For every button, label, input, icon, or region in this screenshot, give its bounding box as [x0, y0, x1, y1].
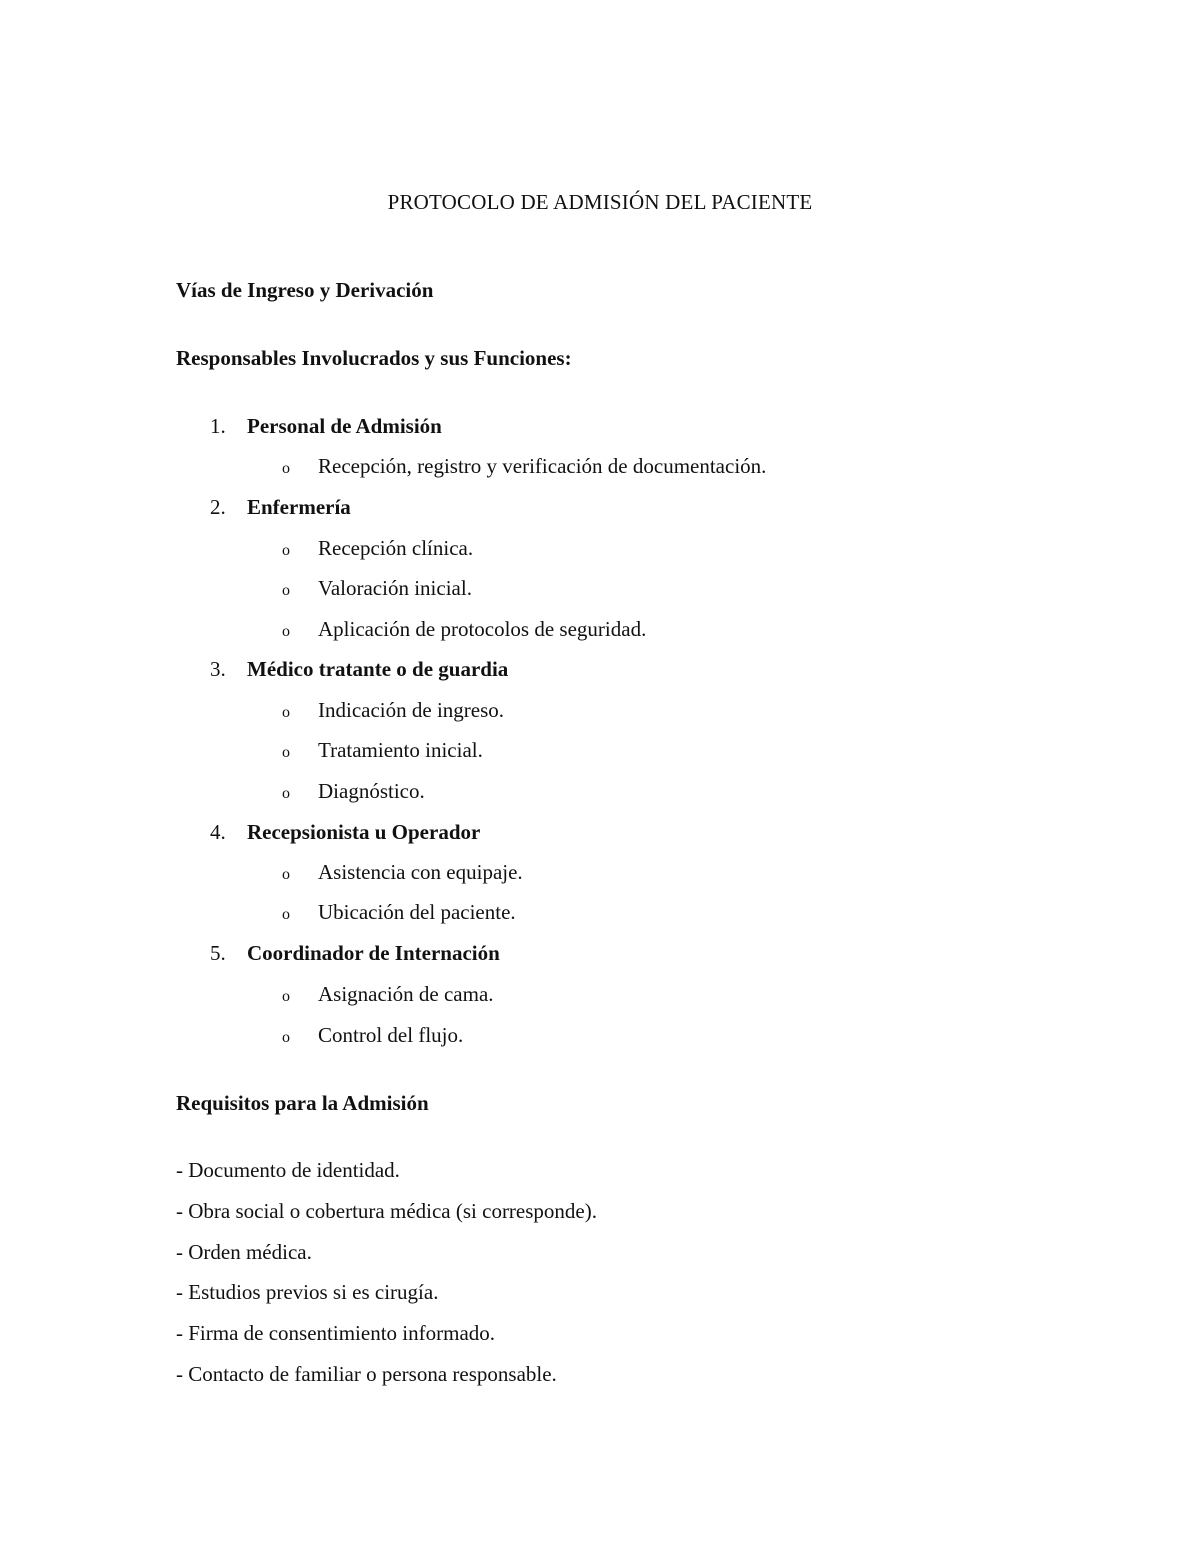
bullet-icon: o [282, 704, 290, 721]
list-item-responsable [210, 414, 442, 439]
function-text: Tratamiento inicial. [318, 738, 483, 762]
bullet-icon: o [282, 988, 290, 1005]
bullet-icon: o [282, 906, 290, 923]
section-heading-responsables: Responsables Involucrados y sus Funciones: [176, 346, 572, 370]
list-item-responsable [210, 495, 351, 520]
function-list-item [282, 576, 472, 601]
function-list-item [282, 982, 494, 1007]
bullet-icon: o [282, 785, 290, 802]
function-text: Control del flujo. [318, 1023, 464, 1047]
requisito-item: - Orden médica. [176, 1240, 312, 1264]
function-text: Valoración inicial. [318, 576, 472, 600]
responsable-label: Enfermería [247, 495, 351, 519]
list-item-responsable [210, 941, 500, 966]
function-list-item [282, 698, 504, 723]
responsable-label: Coordinador de Internación [247, 941, 500, 965]
list-number: 1. [210, 414, 226, 438]
requisito-item: - Documento de identidad. [176, 1158, 400, 1182]
list-item-responsable [210, 657, 508, 682]
bullet-icon: o [282, 1029, 290, 1046]
bullet-icon: o [282, 582, 290, 599]
function-list-item [282, 779, 425, 804]
responsable-label: Recepsionista u Operador [247, 820, 481, 844]
list-number: 2. [210, 495, 226, 519]
function-list-item [282, 860, 523, 885]
function-list-item [282, 617, 646, 642]
bullet-icon: o [282, 866, 290, 883]
responsable-label: Personal de Admisión [247, 414, 442, 438]
function-list-item [282, 1023, 463, 1048]
list-item-responsable [210, 820, 480, 845]
requisito-item: - Firma de consentimiento informado. [176, 1321, 496, 1345]
function-text: Aplicación de protocolos de seguridad. [318, 617, 647, 641]
section-heading-vias-ingreso: Vías de Ingreso y Derivación [176, 278, 434, 302]
function-list-item [282, 454, 766, 479]
function-list-item [282, 900, 516, 925]
responsable-label: Médico tratante o de guardia [247, 657, 509, 681]
list-number: 4. [210, 820, 226, 844]
function-text: Indicación de ingreso. [318, 698, 505, 722]
function-list-item [282, 738, 483, 763]
requisito-item: - Estudios previos si es cirugía. [176, 1280, 439, 1304]
function-text: Asignación de cama. [318, 982, 494, 1006]
requisito-item: - Obra social o cobertura médica (si corresponde). [176, 1199, 597, 1223]
bullet-icon: o [282, 460, 290, 477]
document-title: PROTOCOLO DE ADMISIÓN DEL PACIENTE [387, 190, 813, 214]
list-number: 5. [210, 941, 226, 965]
function-text: Recepción, registro y verificación de documentación. [318, 454, 767, 478]
bullet-icon: o [282, 744, 290, 761]
bullet-icon: o [282, 542, 290, 559]
function-text: Ubicación del paciente. [318, 900, 516, 924]
function-text: Diagnóstico. [318, 779, 425, 803]
bullet-icon: o [282, 623, 290, 640]
requisito-item: - Contacto de familiar o persona responsable. [176, 1362, 557, 1386]
list-number: 3. [210, 657, 226, 681]
function-text: Recepción clínica. [318, 536, 474, 560]
function-list-item [282, 536, 473, 561]
function-text: Asistencia con equipaje. [318, 860, 523, 884]
section-heading-requisitos: Requisitos para la Admisión [176, 1091, 429, 1115]
